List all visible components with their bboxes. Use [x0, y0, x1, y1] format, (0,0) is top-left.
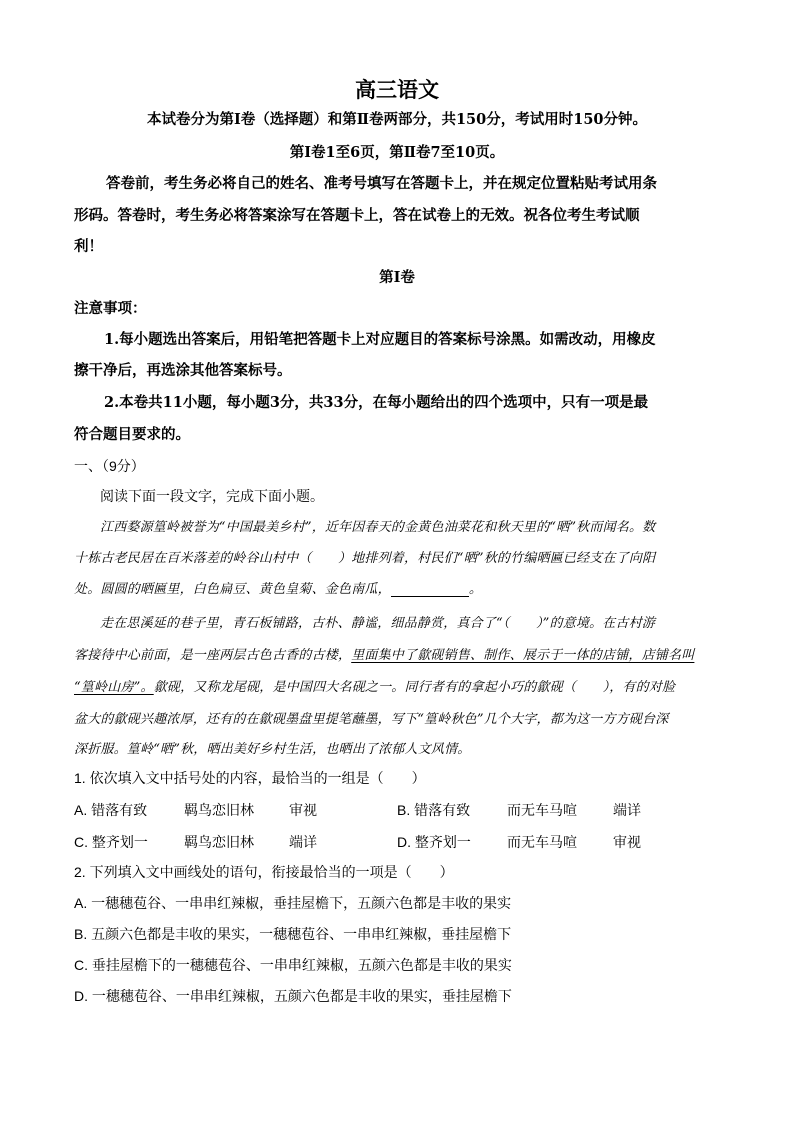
q1-option-c-item-3: 端详: [289, 834, 317, 850]
intro-paragraph-line-3: 利！: [74, 238, 103, 255]
passage-p1-line-3-text: 处。圆圆的晒匾里，白色扁豆、黄色皇菊、金色南瓜，: [74, 582, 391, 597]
passage-p1-line-3-end: 。: [468, 582, 483, 597]
q1-option-b-item-3: 端详: [613, 802, 641, 818]
q1-option-d-item-3: 审视: [613, 834, 641, 850]
intro-paragraph-line-2: 形码。答卷时，考生务必将答案涂写在答题卡上，答在试卷上的无效。祝各位考生考试顺: [74, 207, 640, 224]
underlined-text-part-2: “篁岭山房”。: [74, 680, 154, 695]
q1-option-c-label: C. 整齐划一: [74, 834, 148, 850]
q1-option-d-item-2: 而无车马喧: [507, 834, 577, 850]
q2-option-b: B. 五颜六色都是丰收的果实，一穗穗苞谷、一串串红辣椒，垂挂屋檐下: [74, 926, 512, 942]
page-title: 高三语文: [355, 77, 439, 102]
notice-2-line-1: 2.本卷共11小题，每小题3分，共33分，在每小题给出的四个选项中，只有一项是最: [104, 394, 649, 411]
notice-1-line-1: 1.每小题选出答案后，用铅笔把答题卡上对应题目的答案标号涂黑。如需改动，用橡皮: [104, 331, 656, 348]
q2-option-d: D. 一穗穗苞谷、一串串红辣椒，五颜六色都是丰收的果实，垂挂屋檐下: [74, 988, 512, 1004]
q2-option-c: C. 垂挂屋檐下的一穗穗苞谷、一串串红辣椒，五颜六色都是丰收的果实: [74, 957, 512, 973]
underlined-text-part-1: 里面集中了歙砚销售、制作、展示于一体的店铺，店铺名叫: [351, 648, 695, 663]
q1-option-b-item-2: 而无车马喧: [507, 802, 577, 818]
question-2-stem: 2. 下列填入文中画线处的语句，衔接最恰当的一项是（ ）: [74, 864, 454, 880]
intro-paragraph-line-1: 答卷前，考生务必将自己的姓名、准考号填写在答题卡上，并在规定位置粘贴考试用条: [106, 175, 657, 192]
intro-line-2: 第Ⅰ卷1至6页，第Ⅱ卷7至10页。: [289, 144, 505, 161]
intro-line-1: 本试卷分为第Ⅰ卷（选择题）和第Ⅱ卷两部分，共150分，考试用时150分钟。: [146, 111, 648, 128]
passage-p2-line-1: 走在思溪延的巷子里，青石板铺路，古朴、静谧，细品静赏，真合了“（ ）”的意境。在古村游: [100, 616, 656, 631]
passage-p2-line-3-text: 歙砚，又称龙尾砚，是中国四大名砚之一。同行者有的拿起小巧的歙砚（ ），有的对脸: [153, 680, 676, 695]
passage-p1-line-2: 十栋古老民居在百米落差的岭谷山村中（ ）地排列着，村民们“晒”秋的竹编晒匾已经支在了向阳: [74, 551, 656, 566]
notice-1-line-2: 擦干净后，再选涂其他答案标号。: [74, 362, 292, 379]
passage-p1-line-3: [74, 578, 482, 597]
fill-blank: [391, 582, 469, 597]
q1-option-a-item-2: 羁鸟恋旧林: [184, 802, 254, 818]
passage-p1-line-1: 江西婺源篁岭被誉为“中国最美乡村”，近年因春天的金黄色油菜花和秋天里的“晒”秋而闻名。数: [100, 520, 656, 535]
reading-instruction: 阅读下面一段文字，完成下面小题。: [100, 488, 324, 504]
passage-p2-line-2-text: 客接待中心前面，是一座两层古色古香的古楼，: [74, 648, 352, 663]
passage-p2-line-5: 深折服。篁岭“晒”秋，晒出美好乡村生活，也晒出了浓郁人文风情。: [74, 742, 471, 757]
passage-p2-line-2: [74, 644, 694, 663]
passage-p2-line-4: 盆大的歙砚兴趣浓厚，还有的在歙砚墨盘里提笔蘸墨，写下“篁岭秋色”几个大字，都为这一方方砚台深: [74, 712, 669, 727]
question-1-stem: 1. 依次填入文中括号处的内容，最恰当的一组是（ ）: [74, 770, 426, 786]
q1-option-c-item-2: 羁鸟恋旧林: [184, 834, 254, 850]
part-heading: 一、（9分）: [74, 458, 145, 474]
section-title: 第Ⅰ卷: [379, 269, 415, 286]
q1-option-d-label: D. 整齐划一: [397, 834, 471, 850]
q1-option-a-item-3: 审视: [289, 802, 317, 818]
q2-option-a: A. 一穗穗苞谷、一串串红辣椒，垂挂屋檐下，五颜六色都是丰收的果实: [74, 895, 512, 911]
notice-heading: 注意事项：: [74, 300, 147, 317]
notice-2-line-2: 符合题目要求的。: [74, 426, 190, 443]
q1-option-a-label: A. 错落有致: [74, 802, 148, 818]
passage-p2-line-3: [74, 676, 675, 695]
q1-option-b-label: B. 错落有致: [397, 802, 471, 818]
